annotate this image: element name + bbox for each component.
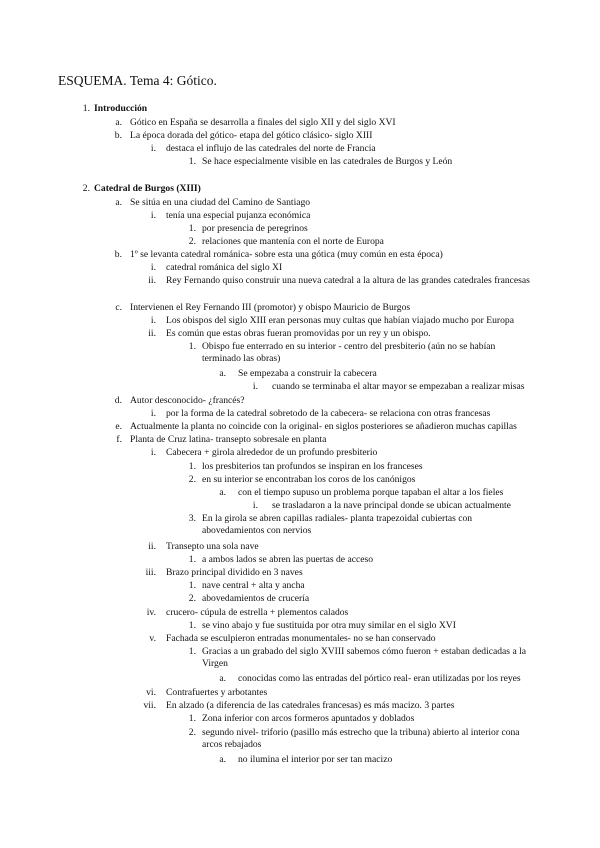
outline-text: Introducción	[94, 103, 148, 114]
outline-marker: ii.	[148, 541, 156, 552]
outline-text: destaca el influjo de las catedrales del norte de Francia	[166, 143, 376, 154]
outline-text: Planta de Cruz latina- transepto sobresale en planta	[130, 434, 327, 445]
outline-marker: 1.	[188, 341, 196, 352]
outline-marker: i.	[252, 381, 258, 392]
outline-text: conocidas como las entradas del pórtico real- eran utilizadas por los reyes	[238, 673, 521, 684]
outline-marker: c.	[115, 302, 122, 313]
outline-marker: 2.	[82, 183, 90, 194]
outline-marker: iv.	[146, 607, 156, 618]
outline-marker: 1.	[188, 620, 196, 631]
outline-text: Gracias a un grabado del siglo XVIII sabemos cómo fueron + estaban dedicadas a la Virgen	[202, 646, 527, 669]
outline-text: por la forma de la catedral sobretodo de la cabecera- se relaciona con otras francesas	[166, 408, 491, 419]
outline-marker: i.	[150, 210, 156, 221]
outline-marker: 1.	[188, 156, 196, 167]
outline-marker: e.	[115, 421, 122, 432]
outline-text: segundo nivel- triforio (pasillo más estrecho que la tribuna) abierto al interior cona arcos rebajados	[202, 727, 520, 750]
outline-text: Rey Fernando quiso construir una nueva catedral a la altura de las grandes catedrales francesas	[166, 275, 530, 286]
outline-marker: vii.	[143, 700, 156, 711]
outline-text: crucero- cúpula de estrella + plementos calados	[166, 607, 349, 618]
outline-text: catedral románica del siglo XI	[166, 262, 283, 273]
outline-marker: 3.	[188, 513, 196, 524]
outline-marker: a.	[115, 117, 122, 128]
outline-marker: 1.	[188, 713, 196, 724]
outline-text: Zona inferior con arcos formeros apuntados y doblados	[202, 713, 415, 724]
outline-text: Fachada se esculpieron entradas monumentales- no se han conservado	[166, 633, 436, 644]
outline-text: Transepto una sola nave	[166, 541, 259, 552]
outline-text: Se sitúa en una ciudad del Camino de Santiago	[130, 197, 311, 208]
outline-marker: 2.	[188, 474, 196, 485]
outline-marker: 1.	[82, 103, 90, 114]
outline-text: Contrafuertes y arbotantes	[166, 687, 268, 698]
outline-text: Cabecera + girola alrededor de un profundo presbiterio	[166, 447, 378, 458]
outline-text: relaciones que mantenía con el norte de Europa	[202, 236, 384, 247]
outline-marker: 1.	[188, 580, 196, 591]
outline-marker: f.	[116, 434, 122, 445]
outline-marker: d.	[114, 395, 122, 406]
outline-text: Se hace especialmente visible en las catedrales de Burgos y León	[202, 156, 453, 167]
outline-text: Catedral de Burgos (XIII)	[94, 183, 201, 194]
outline-marker: i.	[150, 262, 156, 273]
outline-text: con el tiempo supuso un problema porque tapaban el altar a los fieles	[238, 487, 504, 498]
outline-text: Intervienen el Rey Fernando III (promotor) y obispo Mauricio de Burgos	[130, 302, 411, 313]
outline-text: Se empezaba a construir la cabecera	[238, 368, 377, 379]
outline-marker: a.	[219, 368, 226, 379]
outline-marker: ii.	[148, 328, 156, 339]
outline-marker: 1.	[188, 646, 196, 657]
outline-marker: 1.	[188, 554, 196, 565]
outline-marker: b.	[114, 130, 122, 141]
outline-text: por presencia de peregrinos	[202, 223, 308, 234]
outline-marker: 1.	[188, 223, 196, 234]
outline-marker: a.	[115, 197, 122, 208]
outline-marker: i.	[150, 143, 156, 154]
outline-text: a ambos lados se abren las puertas de acceso	[202, 554, 374, 565]
outline-marker: i.	[252, 500, 258, 511]
outline-text: los presbiterios tan profundos se inspiran en los franceses	[202, 461, 423, 472]
outline-text: Obispo fue enterrado en su interior - centro del presbiterio (aún no se habían terminado las obras)	[202, 341, 496, 364]
outline-text: Autor desconocido- ¿francés?	[130, 395, 245, 406]
outline-text: nave central + alta y ancha	[202, 580, 305, 591]
outline-marker: i.	[150, 447, 156, 458]
outline-marker: a.	[219, 754, 226, 765]
outline-text: 1º se levanta catedral románica- sobre esta una gótica (muy común en esta época)	[130, 249, 443, 260]
outline-text: no ilumina el interior por ser tan macizo	[238, 754, 393, 765]
outline-marker: 2.	[188, 236, 196, 247]
outline-text: La época dorada del gótico- etapa del gótico clásico- siglo XIII	[130, 130, 373, 141]
document-title: ESQUEMA. Tema 4: Gótico.	[58, 73, 217, 88]
outline-text: se vino abajo y fue sustituida por otra muy similar en el siglo XVI	[202, 620, 456, 631]
outline-text: Es común que estas obras fueran promovidas por un rey y un obispo.	[166, 328, 431, 339]
outline-text: en su interior se encontraban los coros de los canónigos	[202, 474, 416, 485]
outline-text: En la girola se abren capillas radiales- planta trapezoidal cubiertas con abovedamientos con nervios	[202, 513, 473, 536]
outline-text: Gótico en España se desarrolla a finales del siglo XII y del siglo XVI	[130, 117, 396, 128]
outline-text: se trasladaron a la nave principal donde se ubican actualmente	[272, 500, 511, 511]
outline-marker: a.	[219, 487, 226, 498]
outline-marker: a.	[219, 673, 226, 684]
outline-text: tenía una especial pujanza económica	[166, 210, 311, 221]
outline-marker: iii.	[145, 567, 156, 578]
outline-text: Actualmente la planta no coincide con la original- en siglos posteriores se añadieron muchas capillas	[130, 421, 517, 432]
outline-marker: 1.	[188, 461, 196, 472]
outline-marker: 2.	[188, 727, 196, 738]
outline-text: Los obispos del siglo XIII eran personas muy cultas que habían viajado mucho por Europa	[166, 315, 514, 326]
outline-marker: b.	[114, 249, 122, 260]
outline-marker: vi.	[146, 687, 156, 698]
outline-marker: i.	[150, 408, 156, 419]
outline-marker: ii.	[148, 275, 156, 286]
outline-marker: v.	[149, 633, 156, 644]
outline-text: Brazo principal dividido en 3 naves	[166, 567, 303, 578]
outline-text: abovedamientos de crucería	[202, 593, 310, 604]
outline-marker: 2.	[188, 593, 196, 604]
outline-marker: i.	[150, 315, 156, 326]
outline-text: En alzado (a diferencia de las catedrales francesas) es más macizo. 3 partes	[166, 700, 455, 711]
outline-text: cuando se terminaba el altar mayor se empezaban a realizar misas	[272, 381, 525, 392]
